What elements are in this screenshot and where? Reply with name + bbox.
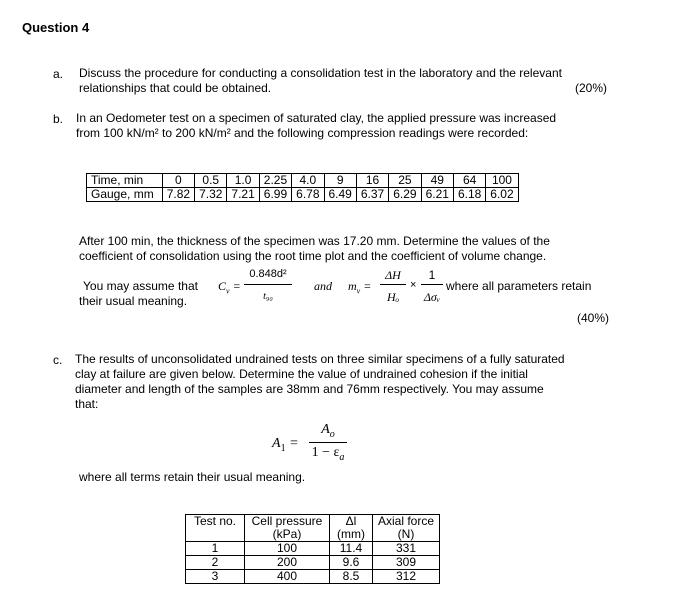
table-cell: 1 xyxy=(186,542,245,556)
part-c-line2: clay at failure are given below. Determine the value of undrained cohesion if the initial xyxy=(75,367,528,381)
table-cell: 9 xyxy=(324,174,356,188)
header-test-no xyxy=(186,515,245,542)
part-b-line2: from 100 kN/m² to 200 kN/m² and the following compression readings were recorded: xyxy=(76,126,529,140)
mv-fraction-bar-2 xyxy=(421,284,443,285)
table-cell: 6.02 xyxy=(486,188,518,202)
part-c-label: c. xyxy=(53,353,63,367)
header-delta-l xyxy=(330,515,373,542)
table-cell: 3 xyxy=(186,570,245,584)
eq-num-symbol: A xyxy=(321,422,330,437)
where-parameters: where all parameters retain xyxy=(446,279,592,293)
gauge-row xyxy=(87,188,519,202)
part-a-line1: Discuss the procedure for conducting a consolidation test in the laboratory and the relevant xyxy=(79,66,562,80)
table-cell: 309 xyxy=(373,556,440,570)
part-b-assume2: their usual meaning. xyxy=(79,294,188,308)
table-cell: 7.21 xyxy=(227,188,259,202)
table-cell: 11.4 xyxy=(330,542,373,556)
eq-den-subscript: a xyxy=(339,451,345,463)
table-row xyxy=(186,556,440,570)
header-line: (kPa) xyxy=(272,527,302,541)
table-cell: 1.0 xyxy=(227,174,259,188)
where-terms: where all terms retain their usual meaning. xyxy=(79,470,306,484)
table-cell: 64 xyxy=(453,174,485,188)
table-cell: 6.29 xyxy=(389,188,421,202)
header-line: (mm) xyxy=(337,527,365,541)
table-cell: 312 xyxy=(373,570,440,584)
header-cell-pressure xyxy=(245,515,330,542)
table-cell: 100 xyxy=(245,542,330,556)
part-b-label: b. xyxy=(53,112,64,126)
part-b-after1: After 100 min, the thickness of the specimen was 17.20 mm. Determine the values of the xyxy=(79,234,550,248)
part-b-after2: coefficient of consolidation using the root time plot and the coefficient of volume change. xyxy=(79,249,547,263)
part-c-line1: The results of unconsolidated undrained tests on three similar specimens of a fully saturated xyxy=(75,352,565,366)
mv-lhs: m xyxy=(348,279,357,293)
mv-symbol: $m_v$ = xyxy=(348,279,372,296)
triaxial-results-table xyxy=(185,514,440,584)
equation-denominator xyxy=(305,445,351,463)
equation-fraction-bar xyxy=(309,442,347,443)
mv-fraction-bar-1 xyxy=(380,284,406,285)
table-cell: 6.99 xyxy=(259,188,291,202)
question-title: Question 4 xyxy=(22,20,90,35)
table-cell: 2 xyxy=(186,556,245,570)
times-sign: × xyxy=(410,279,417,291)
table-cell: 6.78 xyxy=(292,188,324,202)
part-b-line1: In an Oedometer test on a specimen of saturated clay, the applied pressure was increased xyxy=(76,111,557,125)
table-cell: 200 xyxy=(245,556,330,570)
mv-numerator-2: 1 xyxy=(428,268,436,282)
mv-denominator-2: Δσᵥ xyxy=(423,290,441,304)
and-word: and xyxy=(314,279,332,293)
table-cell: 6.37 xyxy=(356,188,388,202)
table-row xyxy=(186,542,440,556)
part-b-marks: (40%) xyxy=(577,311,610,325)
part-a-marks: (20%) xyxy=(575,81,608,95)
table-cell: 400 xyxy=(245,570,330,584)
cv-lhs: C xyxy=(218,279,227,293)
mv-subscript: v xyxy=(356,286,361,296)
table-cell: 6.18 xyxy=(453,188,485,202)
header-line: Cell pressure xyxy=(251,514,323,528)
table-cell: 6.49 xyxy=(324,188,356,202)
table-cell: 0 xyxy=(162,174,194,188)
table-cell: 16 xyxy=(356,174,388,188)
header-line: Axial force xyxy=(377,514,435,528)
cv-subscript: v xyxy=(226,286,230,296)
table-cell: 25 xyxy=(389,174,421,188)
table-cell: 7.32 xyxy=(195,188,227,202)
part-b-assume1: You may assume that xyxy=(83,279,198,293)
table-cell: 6.21 xyxy=(421,188,453,202)
table-cell: 7.82 xyxy=(162,188,194,202)
eq-lhs-subscript: 1 xyxy=(280,442,286,454)
eq-lhs-symbol: A xyxy=(272,436,281,451)
eq-den-text: 1 − ε xyxy=(311,445,340,460)
part-c-line4: that: xyxy=(75,397,99,411)
mv-numerator-1: ΔH xyxy=(385,268,401,282)
header-line: Test no. xyxy=(193,514,237,528)
header-line: Δl xyxy=(345,514,357,528)
table-cell: 2.25 xyxy=(259,174,291,188)
part-a-label: a. xyxy=(53,67,64,81)
table-cell: 0.5 xyxy=(195,174,227,188)
compression-readings-table xyxy=(86,173,519,202)
table-cell: 331 xyxy=(373,542,440,556)
mv-denominator-1: Hₒ xyxy=(386,290,400,304)
table-cell: 4.0 xyxy=(292,174,324,188)
time-row xyxy=(87,174,519,188)
gauge-header: Gauge, mm xyxy=(87,188,163,202)
table-header-row xyxy=(186,515,440,542)
part-c-line3: diameter and length of the samples are 38mm and 76mm respectively. You may assume xyxy=(75,382,544,396)
table-cell: 49 xyxy=(421,174,453,188)
cv-symbol: $C_v$ = xyxy=(218,279,241,296)
table-row xyxy=(186,570,440,584)
equation-numerator xyxy=(308,422,348,440)
time-header: Time, min xyxy=(87,174,163,188)
header-line: (N) xyxy=(397,527,415,541)
table-cell: 8.5 xyxy=(330,570,373,584)
equation-lhs: $A_1$ = xyxy=(272,436,299,454)
header-axial-force xyxy=(373,515,440,542)
cv-numerator: 0.848d² xyxy=(249,268,287,280)
table-cell: 9.6 xyxy=(330,556,373,570)
eq-num-subscript: o xyxy=(329,428,335,440)
cv-fraction-bar xyxy=(244,284,292,285)
cv-denominator: t₉₀ xyxy=(263,291,273,302)
table-cell: 100 xyxy=(486,174,518,188)
part-a-line2: relationships that could be obtained. xyxy=(79,81,272,95)
